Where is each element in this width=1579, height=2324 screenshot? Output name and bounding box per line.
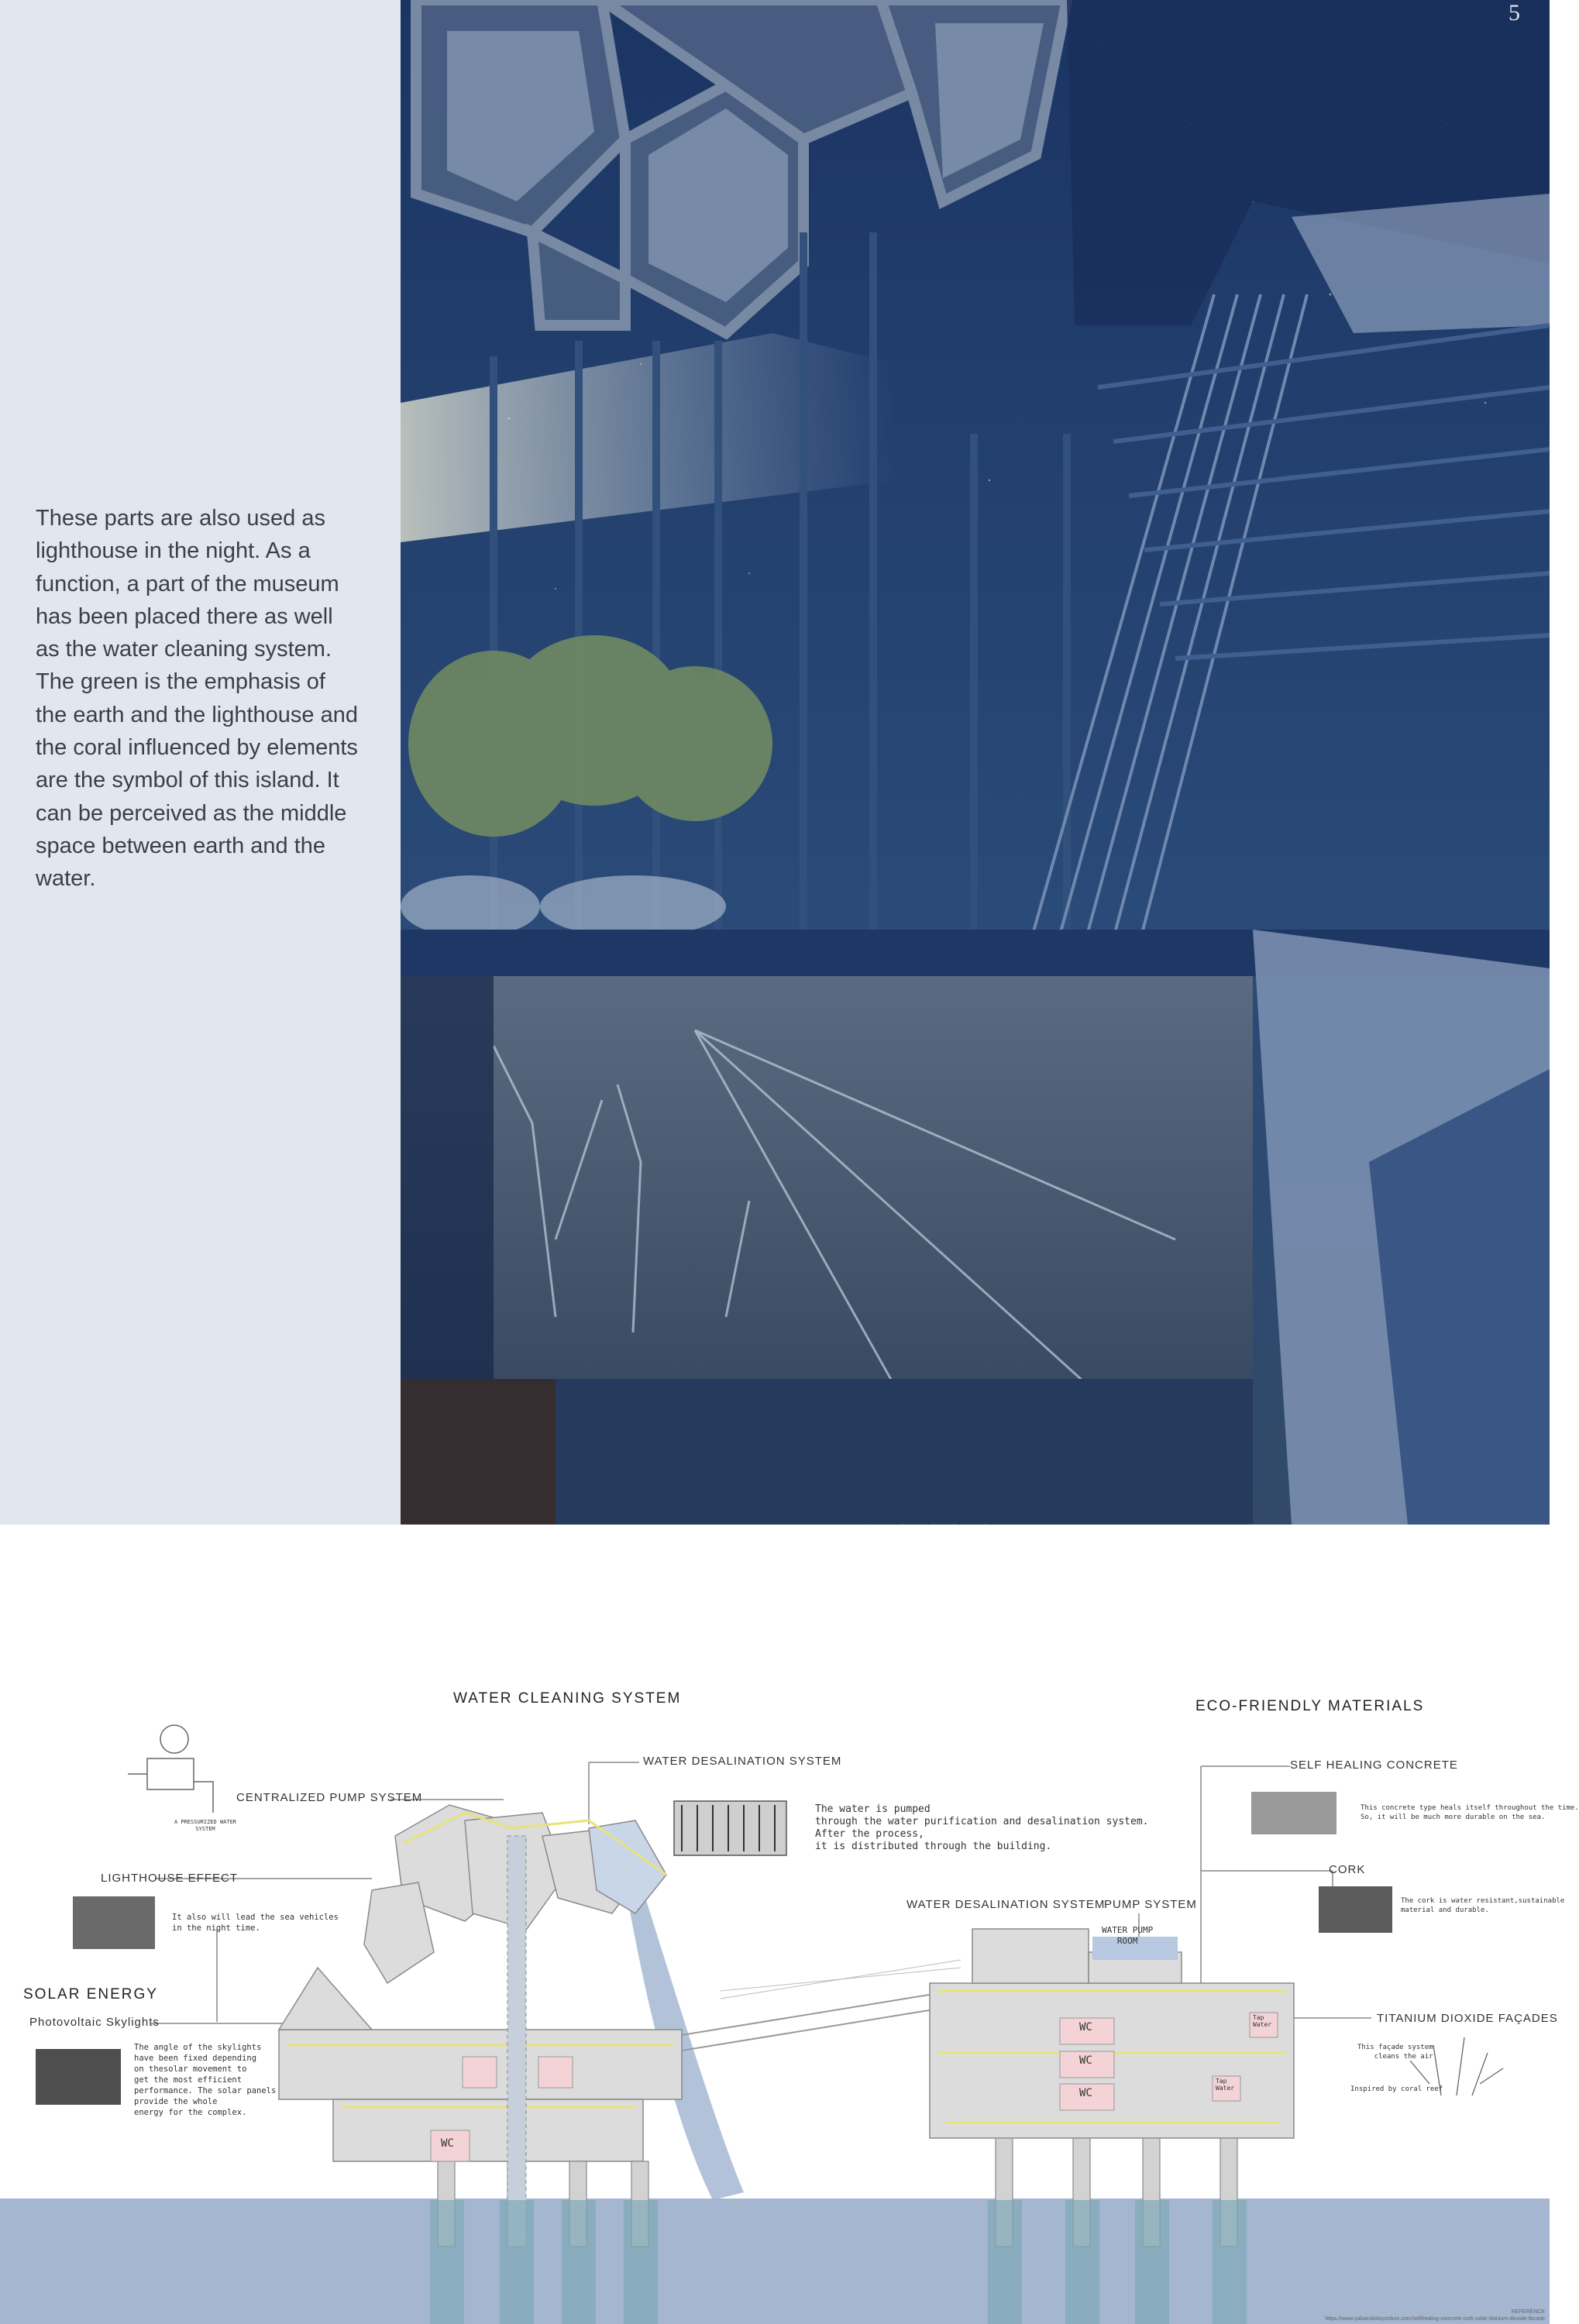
reference-url: https://www.yakaeskidoyurdum.com/selfhealing-concrete-cork-solar-titanium-dioxide-facade bbox=[1325, 2316, 1545, 2322]
titanium-label: TITANIUM DIOXIDE FAÇADES bbox=[1377, 2012, 1558, 2025]
water-cleaning-title: WATER CLEANING SYSTEM bbox=[453, 1690, 682, 1707]
coral-text: Inspired by coral reef bbox=[1350, 2085, 1443, 2093]
skylight-photo bbox=[36, 2049, 121, 2105]
desalination-text: The water is pumped through the water purification and desalination system. After the process, it is distributed through the building. bbox=[815, 1803, 1149, 1852]
pressurised-label: A PRESSURIZED WATER SYSTEM bbox=[174, 1819, 237, 1832]
wc-label-2: WC bbox=[1079, 2054, 1092, 2067]
cork-label: CORK bbox=[1329, 1863, 1366, 1876]
left-text-panel bbox=[0, 0, 401, 1525]
concrete-photo bbox=[1251, 1792, 1336, 1834]
centralized-pump-label: CENTRALIZED PUMP SYSTEM bbox=[236, 1791, 423, 1804]
lighthouse-text: It also will lead the sea vehicles in the night time. bbox=[172, 1913, 339, 1933]
solar-energy-title: SOLAR ENERGY bbox=[23, 1986, 158, 2003]
desalination-label-top: WATER DESALINATION SYSTEM bbox=[643, 1755, 842, 1768]
wc-label-left: WC bbox=[441, 2137, 454, 2150]
solar-text: The angle of the skylights have been fixed depending on thesolar movement to get the most efficient performance. The solar panels provide the whole energy for the complex. bbox=[134, 2043, 277, 2117]
page-number: 5 bbox=[1508, 0, 1520, 26]
cork-photo bbox=[1319, 1886, 1392, 1933]
photovoltaic-label: Photovoltaic Skylights bbox=[29, 2016, 160, 2029]
desalination-label-right: WATER DESALINATION SYSTEM bbox=[906, 1898, 1106, 1911]
eco-materials-title: ECO-FRIENDLY MATERIALS bbox=[1195, 1698, 1425, 1714]
reference-label: REFERENCE bbox=[1511, 2309, 1545, 2315]
cork-text: The cork is water resistant,sustainable material and durable. bbox=[1401, 1897, 1565, 1914]
sea-area bbox=[0, 2199, 1550, 2324]
lighthouse-photo bbox=[73, 1896, 155, 1949]
wc-label-3: WC bbox=[1079, 2087, 1092, 2099]
night-rendering-illustration bbox=[401, 0, 1550, 1525]
lighthouse-effect-label: LIGHTHOUSE EFFECT bbox=[101, 1872, 239, 1885]
titanium-text: This façade system cleans the air bbox=[1357, 2044, 1433, 2061]
tap-water-label-2: Tap Water bbox=[1216, 2078, 1235, 2092]
wc-label-1: WC bbox=[1079, 2021, 1092, 2033]
pump-room-label: WATER PUMP ROOM bbox=[1102, 1925, 1154, 1946]
section-diagram bbox=[0, 1627, 1579, 2324]
intro-paragraph: These parts are also used as lighthouse in the night. As a function, a part of the museum has been placed there as well as the water cleaning system. The green is the emphasis of the earth and the lighthouse and the coral influenced by elements are the symbol of this island. It can be perceived as the middle space between earth and the water. bbox=[36, 506, 358, 892]
self-healing-text: This concrete type heals itself throughout the time. So, it will be much more durable on the sea. bbox=[1361, 1804, 1579, 1821]
tap-water-label-1: Tap Water bbox=[1253, 2014, 1272, 2028]
self-healing-label: SELF HEALING CONCRETE bbox=[1290, 1758, 1458, 1772]
hero-rendering bbox=[401, 0, 1550, 1525]
building-section-illustration bbox=[0, 1627, 1550, 2324]
reference-note bbox=[1325, 2309, 1545, 2322]
pump-system-label: PUMP SYSTEM bbox=[1104, 1898, 1197, 1911]
